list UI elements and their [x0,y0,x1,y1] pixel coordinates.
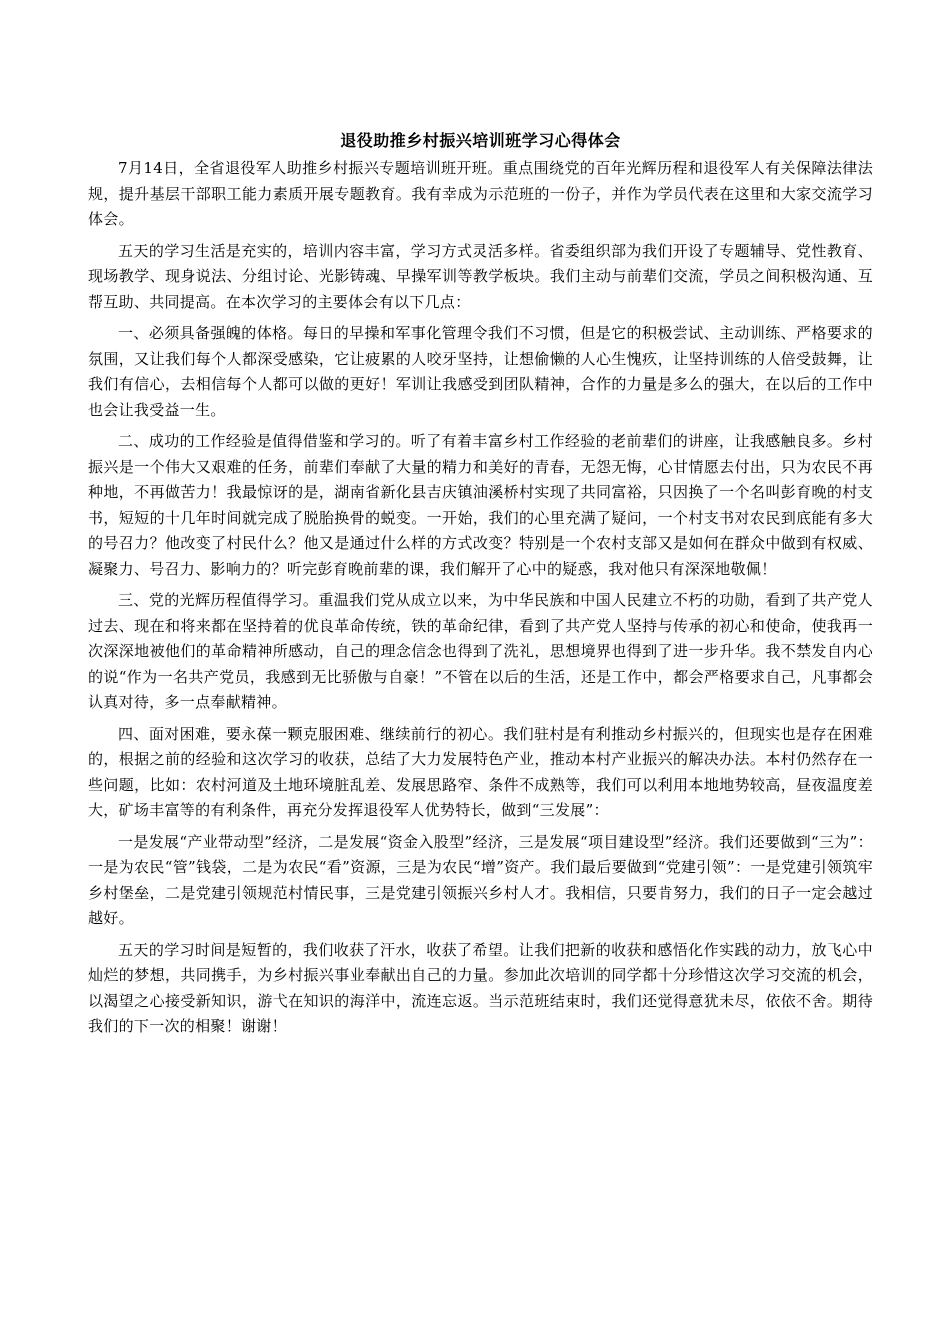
paragraph-conclusion: 五天的学习时间是短暂的，我们收获了汗水，收获了希望。让我们把新的收获和感悟化作实践的动力，放飞心中灿烂的梦想，共同携手，为乡村振兴事业奉献出自己的力量。参加此次培训的同学都十分珍惜这次学习交流的机会，以渴望之心接受新知识，游弋在知识的海洋中，流连忘返。当示范班结束时，我们还觉得意犹未尽，依依不舍。期待我们的下一次的相聚！谢谢！ [88,940,873,1035]
paragraph-point-4: 四、面对困难，要永葆一颗克服困难、继续前行的初心。我们驻村是有利推动乡村振兴的，但现实也是存在困难的，根据之前的经验和这次学习的收获，总结了大力发展特色产业，推动本村产业振兴的解决办法。本村仍然存在一些问题，比如：农村河道及土地环境脏乱差、发展思路窄、条件不成熟等，我们可以利用本地地势较高，昼夜温度差大，矿场丰富等的有利条件，再充分发挥退役军人优势特长，做到“三发展”： [88,724,873,819]
document-title: 退役助推乡村振兴培训班学习心得体会 [340,131,621,150]
paragraph-point-3: 三、党的光辉历程值得学习。重温我们党从成立以来，为中华民族和中国人民建立不朽的功勋，看到了共产党人过去、现在和将来都在坚持着的优良革命传统，铁的革命纪律，看到了共产党人坚持与传承的初心和使命，使我再一次深深地被他们的革命精神所感动，自己的理念信念也得到了洗礼，思想境界也得到了进一步升华。我不禁发自内心的说“作为一名共产党员，我感到无比骄傲与自豪！”不管在以后的生活，还是工作中，都会严格要求自己，凡事都会认真对待，多一点奉献精神。 [88,591,873,711]
document-page [88,128,873,1046]
paragraph-point-2: 二、成功的工作经验是值得借鉴和学习的。听了有着丰富乡村工作经验的老前辈们的讲座，让我感触良多。乡村振兴是一个伟大又艰难的任务，前辈们奉献了大量的精力和美好的青春，无怨无悔，心甘情愿去付出，只为农民不再种地，不再做苦力！我最惊讶的是，湖南省新化县吉庆镇油溪桥村实现了共同富裕，只因换了一个名叫彭育晚的村支书，短短的十几年时间就完成了脱胎换骨的蜕变。一开始，我们的心里充满了疑问，一个村支书对农民到底能有多大的号召力？他改变了村民什么？他又是通过什么样的方式改变？特别是一个农村支部又是如何在群众中做到有权威、凝聚力、号召力、影响力的？听完彭育晚前辈的课，我们解开了心中的疑惑，我对他只有深深地敬佩！ [88,432,873,578]
paragraph-point-1: 一、必须具备强魄的体格。每日的早操和军事化管理令我们不习惯，但是它的积极尝试、主动训练、严格要求的氛围，又让我们每个人都深受感染，它让疲累的人咬牙坚持，让想偷懒的人心生愧疚，让坚持训练的人倍受鼓舞，让我们有信心，去相信每个人都可以做的更好！军训让我感受到团队精神，合作的力量是多么的强大，在以后的工作中也会让我受益一生。 [88,324,873,419]
paragraph-intro: 7月14日，全省退役军人助推乡村振兴专题培训班开班。重点围绕党的百年光辉历程和退役军人有关保障法律法规，提升基层干部职工能力素质开展专题教育。我有幸成为示范班的一份子，并作为学员代表在这里和大家交流学习体会。 [88,159,873,228]
paragraph-overview: 五天的学习生活是充实的，培训内容丰富，学习方式灵活多样。省委组织部为我们开设了专题辅导、党性教育、现场教学、现身说法、分组讨论、光影铸魂、早操军训等教学板块。我们主动与前辈们交流，学员之间积极沟通、互帮互助、共同提高。在本次学习的主要体会有以下几点： [88,241,873,311]
paragraph-plan: 一是发展“产业带动型”经济，二是发展“资金入股型”经济，三是发展“项目建设型”经济。我们还要做到“三为”：一是为农民“管”钱袋，二是为农民“看”资源，三是为农民“增”资产。我们最后要做到“党建引领”：一是党建引领筑牢乡村堡垒，二是党建引领规范村情民事，三是党建引领振兴乡村人才。我相信，只要肯努力，我们的日子一定会越过越好。 [88,832,873,927]
